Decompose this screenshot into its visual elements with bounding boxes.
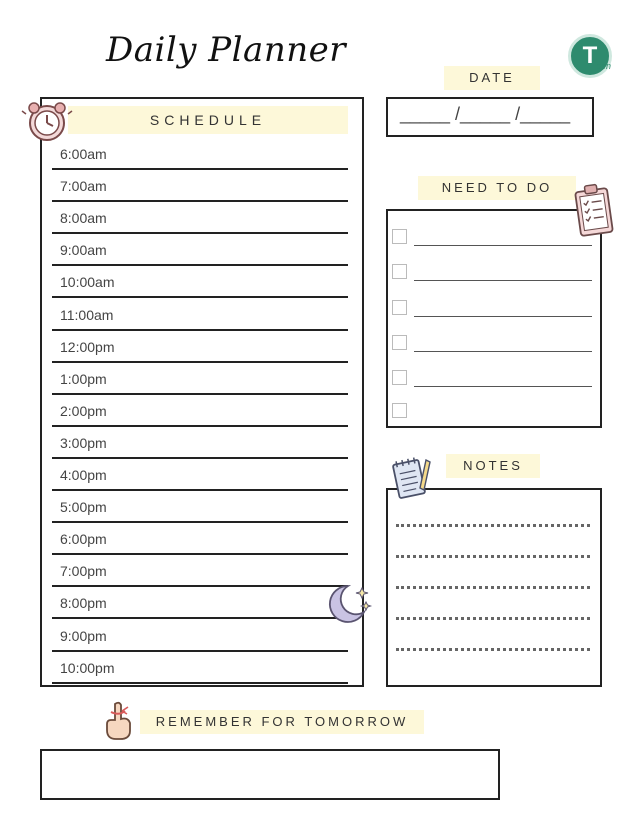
schedule-time: 12:00pm: [60, 338, 115, 355]
todo-item: [392, 368, 592, 388]
schedule-time: 5:00pm: [60, 499, 107, 516]
brand-logo-letter: T: [582, 42, 598, 69]
notes-line[interactable]: [396, 648, 590, 651]
schedule-time: 3:00pm: [60, 434, 107, 451]
todo-line[interactable]: [414, 316, 592, 317]
todo-label: NEED TO DO: [418, 176, 576, 200]
todo-item: [392, 333, 592, 353]
brand-logo-sub: een: [595, 61, 611, 71]
date-blanks: _____ /_____ /_____: [400, 104, 571, 124]
schedule-row[interactable]: [52, 619, 348, 651]
schedule-time: 1:00pm: [60, 370, 107, 387]
todo-checkbox[interactable]: [392, 403, 407, 418]
remember-label: REMEMBER FOR TOMORROW: [140, 710, 424, 734]
schedule-time: 8:00pm: [60, 595, 107, 612]
moon-stars-icon: [328, 582, 372, 626]
schedule-time: 10:00pm: [60, 659, 115, 676]
schedule-row[interactable]: [52, 459, 348, 491]
schedule-row[interactable]: [52, 587, 348, 619]
todo-line[interactable]: [414, 351, 592, 352]
schedule-time: 11:00am: [60, 306, 114, 323]
notes-line[interactable]: [396, 617, 590, 620]
finger-string-icon: [102, 700, 136, 740]
todo-line[interactable]: [414, 245, 592, 246]
schedule-row[interactable]: [52, 652, 348, 684]
schedule-time: 10:00am: [60, 274, 115, 291]
todo-checkbox[interactable]: [392, 229, 407, 244]
schedule-row[interactable]: [52, 138, 348, 170]
schedule-row[interactable]: [52, 555, 348, 587]
todo-item: [392, 298, 592, 318]
schedule-time: 8:00am: [60, 210, 107, 227]
notes-line[interactable]: [396, 586, 590, 589]
alarm-clock-icon: [22, 96, 72, 146]
schedule-row[interactable]: [52, 170, 348, 202]
todo-checkbox[interactable]: [392, 335, 407, 350]
schedule-row[interactable]: [52, 363, 348, 395]
notes-line[interactable]: [396, 555, 590, 558]
schedule-row[interactable]: [52, 266, 348, 298]
todo-item: [392, 262, 592, 282]
todo-item: [392, 401, 592, 421]
schedule-time: 7:00am: [60, 178, 107, 195]
schedule-rows: [52, 138, 348, 684]
clipboard-checklist-icon: [574, 182, 616, 238]
todo-item: [392, 227, 592, 247]
schedule-time: 6:00am: [60, 146, 107, 163]
schedule-row[interactable]: [52, 427, 348, 459]
schedule-time: 4:00pm: [60, 467, 107, 484]
schedule-label: SCHEDULE: [68, 106, 348, 134]
schedule-row[interactable]: [52, 202, 348, 234]
schedule-row[interactable]: [52, 523, 348, 555]
todo-line[interactable]: [414, 386, 592, 387]
brand-logo: [568, 34, 612, 78]
schedule-row[interactable]: [52, 395, 348, 427]
schedule-row[interactable]: [52, 331, 348, 363]
schedule-time: 7:00pm: [60, 563, 107, 580]
schedule-row[interactable]: [52, 234, 348, 266]
schedule-time: 2:00pm: [60, 402, 107, 419]
schedule-time: 9:00am: [60, 242, 107, 259]
schedule-time: 6:00pm: [60, 531, 107, 548]
todo-checkbox[interactable]: [392, 370, 407, 385]
notes-line[interactable]: [396, 524, 590, 527]
schedule-time: 9:00pm: [60, 627, 107, 644]
page-title: Daily Planner: [106, 30, 346, 70]
schedule-row[interactable]: [52, 491, 348, 523]
todo-checkbox[interactable]: [392, 300, 407, 315]
todo-checkbox[interactable]: [392, 264, 407, 279]
notepad-pencil-icon: [392, 456, 434, 502]
date-label: DATE: [444, 66, 540, 90]
schedule-row[interactable]: [52, 298, 348, 330]
remember-box[interactable]: [40, 749, 500, 800]
todo-line[interactable]: [414, 280, 592, 281]
notes-label: NOTES: [446, 454, 540, 478]
